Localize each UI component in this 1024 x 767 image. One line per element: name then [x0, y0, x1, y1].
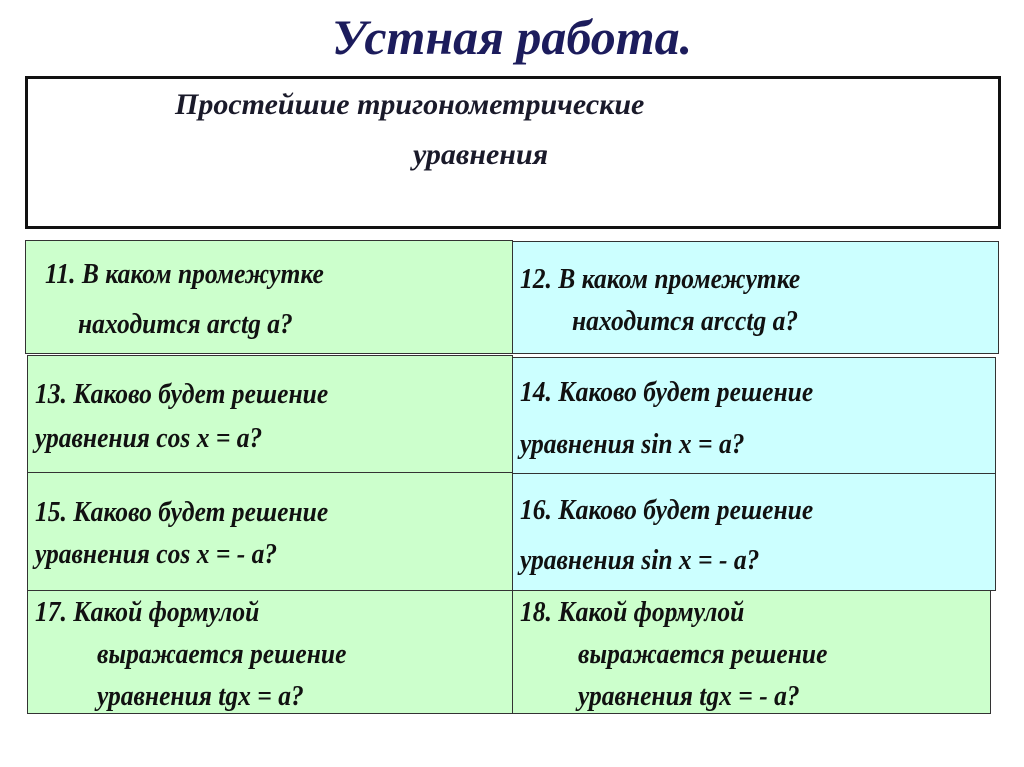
- question-17-line-1: 17. Какой формулой: [35, 596, 260, 628]
- question-17-line-3: уравнения tgx = a?: [97, 680, 304, 712]
- question-18-line-1: 18. Какой формулой: [520, 596, 745, 628]
- question-card-15: [27, 472, 513, 591]
- question-14-line-2: уравнения sin x = a?: [520, 428, 745, 460]
- question-12-line-2: находится arcctg a?: [572, 305, 799, 337]
- topic-line-1: Простейшие тригонометрические: [175, 88, 645, 121]
- question-11-line-2: находится arctg a?: [78, 308, 293, 340]
- question-card-13: [27, 355, 513, 473]
- topic-line-2: уравнения: [413, 138, 549, 171]
- question-13-line-2: уравнения cos x = a?: [35, 422, 263, 454]
- question-16-line-2: уравнения sin x = - a?: [520, 544, 760, 576]
- question-15-line-2: уравнения cos x = - a?: [35, 538, 278, 570]
- question-18-line-2: выражается решение: [578, 638, 828, 670]
- question-11-line-1: 11. В каком промежутке: [45, 258, 324, 290]
- question-17-line-2: выражается решение: [97, 638, 347, 670]
- slide-title: Устная работа.: [331, 9, 693, 65]
- question-16-line-1: 16. Каково будет решение: [520, 494, 814, 526]
- question-18-line-3: уравнения tgx = - a?: [578, 680, 800, 712]
- question-14-line-1: 14. Каково будет решение: [520, 376, 814, 408]
- question-13-line-1: 13. Каково будет решение: [35, 378, 329, 410]
- question-15-line-1: 15. Каково будет решение: [35, 496, 329, 528]
- question-12-line-1: 12. В каком промежутке: [520, 263, 801, 295]
